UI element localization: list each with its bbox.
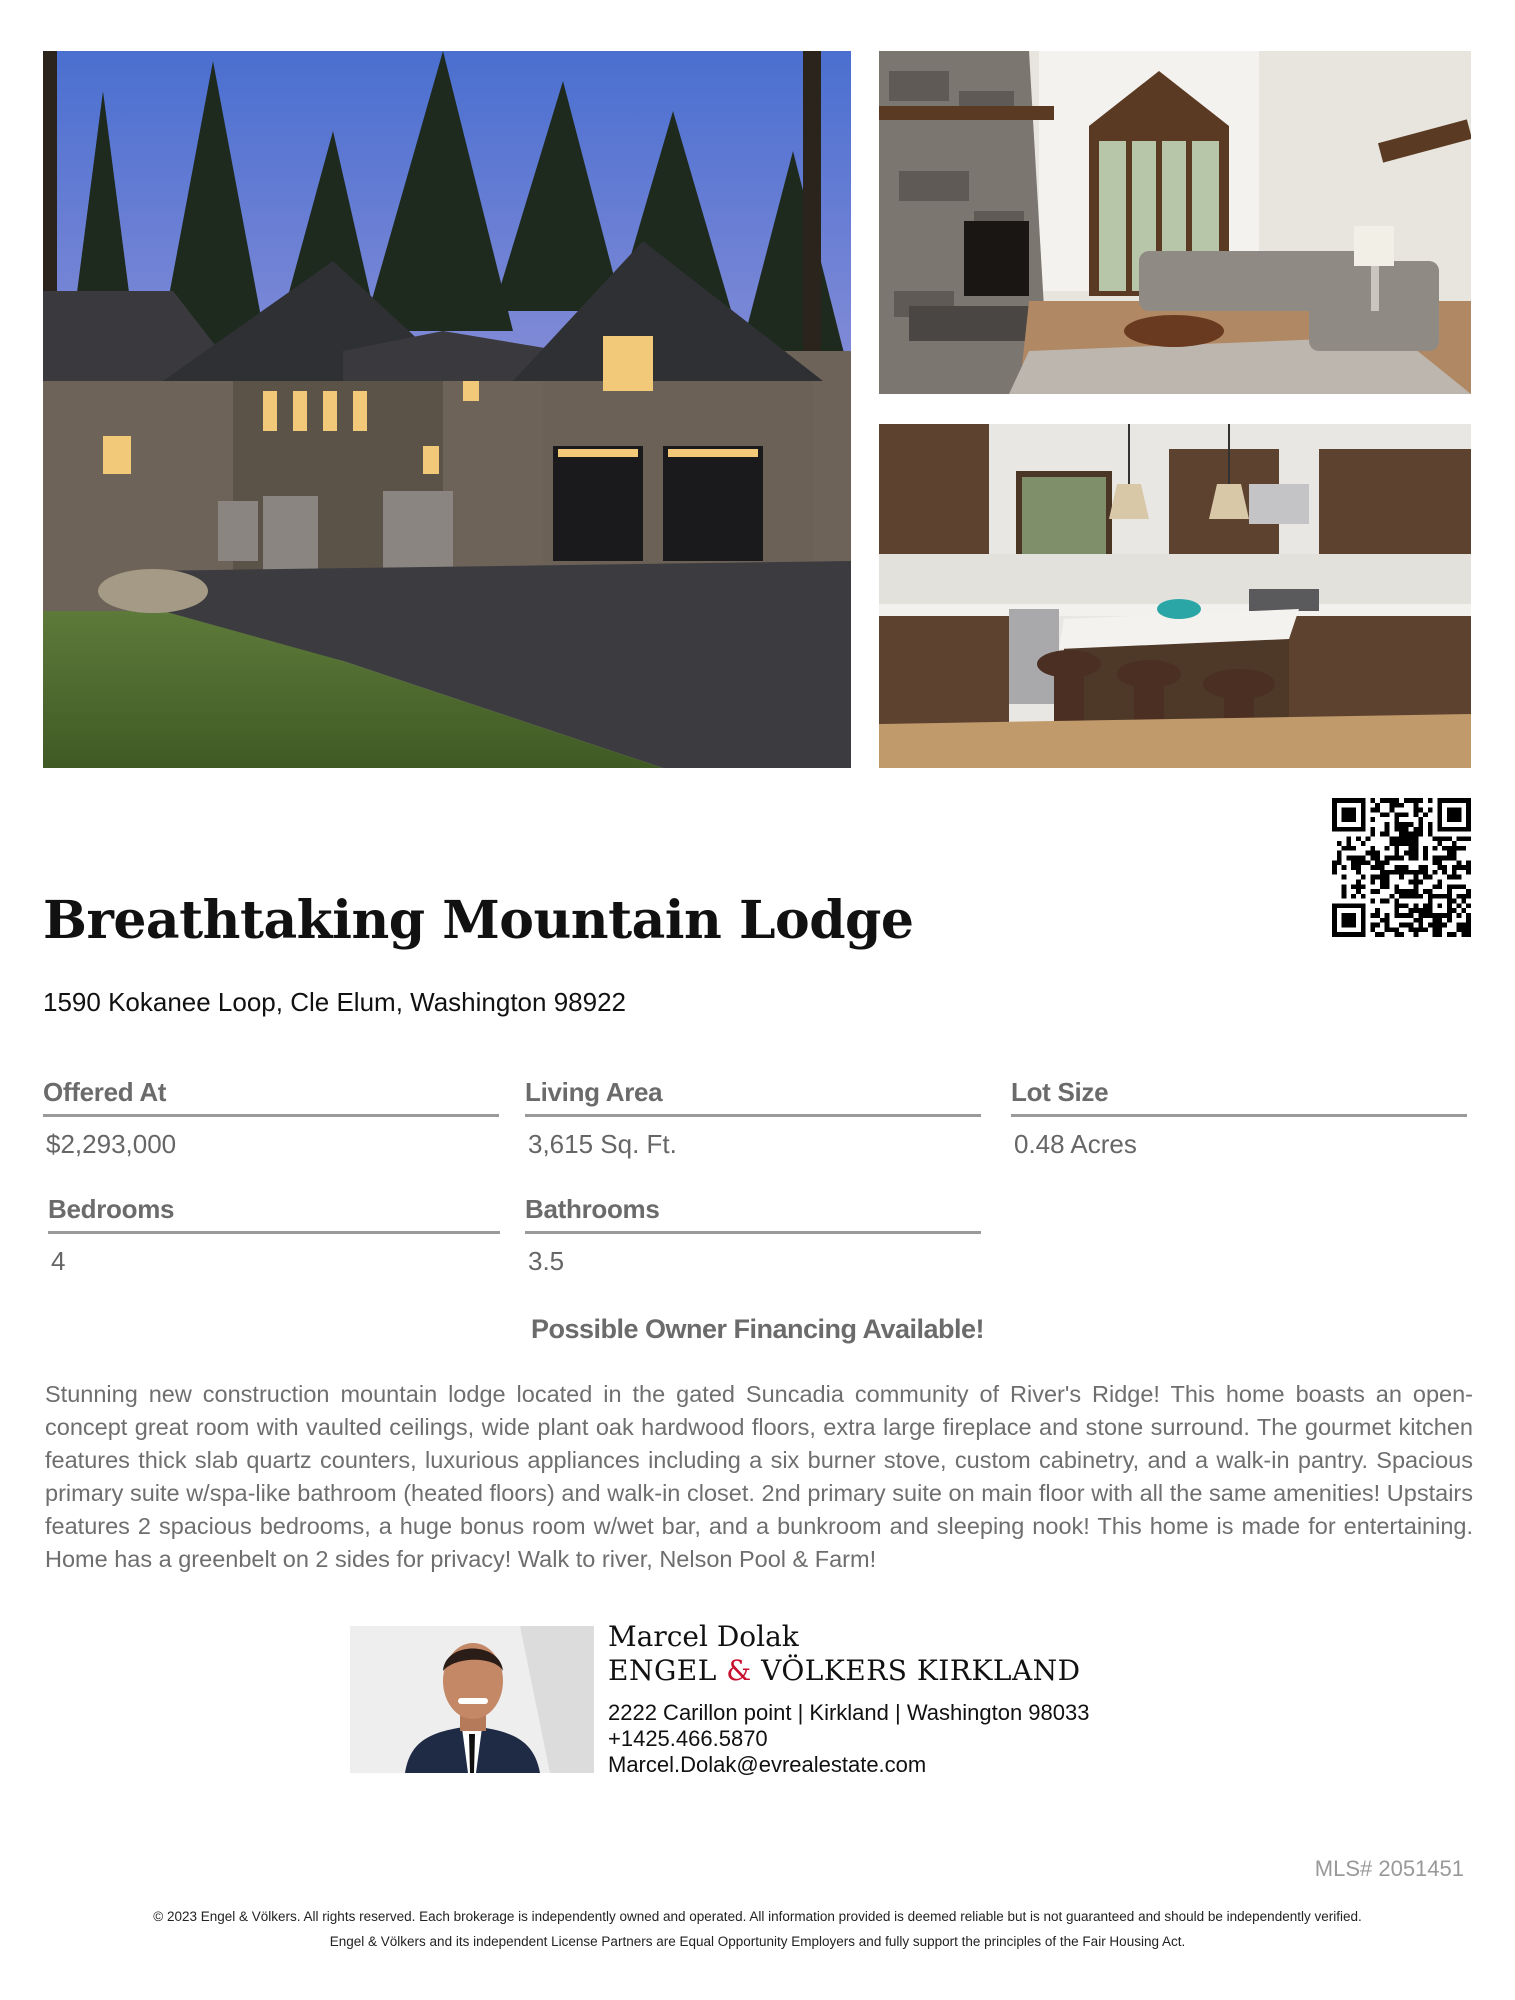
fact-divider bbox=[525, 1231, 981, 1234]
brokerage-name bbox=[608, 1654, 1081, 1687]
fact-divider bbox=[48, 1231, 500, 1234]
qr-code[interactable] bbox=[1332, 798, 1471, 937]
agent-phone[interactable]: +1425.466.5870 bbox=[608, 1726, 768, 1751]
kitchen-photo bbox=[879, 424, 1471, 768]
fact-value: 3,615 Sq. Ft. bbox=[528, 1129, 677, 1159]
living-room-photo bbox=[879, 51, 1471, 394]
fair-housing-notice: Engel & Völkers and its independent License Partners are Equal Opportunity Employers and fully support the principles of the Fair Housing Act. bbox=[329, 1934, 1186, 1949]
brokerage-name-part: VÖLKERS KIRKLAND bbox=[751, 1654, 1081, 1687]
fact-label: Lot Size bbox=[1011, 1077, 1109, 1107]
brokerage-name-part: ENGEL bbox=[608, 1654, 727, 1687]
house-exterior-photo bbox=[43, 51, 851, 768]
agent-email[interactable]: Marcel.Dolak@evrealestate.com bbox=[608, 1752, 927, 1777]
agent-name: Marcel Dolak bbox=[608, 1620, 799, 1653]
listing-address: 1590 Kokanee Loop, Cle Elum, Washington 98922 bbox=[43, 987, 626, 1017]
fact-lot-size bbox=[1011, 1074, 1467, 1160]
mls-number: MLS# 2051451 bbox=[1314, 1856, 1464, 1881]
fact-value: $2,293,000 bbox=[46, 1129, 177, 1159]
agent-office-address: 2222 Carillon point | Kirkland | Washington 98033 bbox=[608, 1700, 1090, 1725]
fact-value: 0.48 Acres bbox=[1014, 1129, 1137, 1159]
agent-portrait bbox=[350, 1626, 594, 1773]
fact-divider bbox=[1011, 1114, 1467, 1117]
fact-label: Bedrooms bbox=[48, 1194, 175, 1224]
fact-label: Bathrooms bbox=[525, 1194, 660, 1224]
listing-description: Stunning new construction mountain lodge located in the gated Suncadia community of River's Ridge! This home boasts an open-concept great room with vaulted ceilings, wide plant oak hardwood floors, extra large fireplace and stone surround. The gourmet kitchen features thick slab quartz counters, luxurious appliances including a six burner stove, custom cabinetry, and a walk-in pantry. Spacious primary suite w/spa-like bathroom (heated floors) and walk-in closet. 2nd primary suite on main floor with all the same amenities! Upstairs features 2 spacious bedrooms, a huge bonus room w/wet bar, and a bunkroom and sleeping nook! This home is made for entertaining. Home has a greenbelt on 2 sides for privacy! Walk to river, Nelson Pool & Farm! bbox=[45, 1381, 1473, 1572]
fact-value: 3.5 bbox=[528, 1246, 565, 1276]
fact-value: 4 bbox=[51, 1246, 66, 1276]
fact-living-area bbox=[525, 1074, 981, 1160]
fact-bathrooms bbox=[525, 1191, 981, 1277]
fact-divider bbox=[525, 1114, 981, 1117]
brokerage-ampersand: & bbox=[726, 1654, 752, 1687]
fact-label: Offered At bbox=[43, 1077, 167, 1107]
fact-label: Living Area bbox=[525, 1077, 663, 1107]
fact-bedrooms bbox=[48, 1191, 500, 1277]
fact-offered-at bbox=[43, 1074, 499, 1160]
listing-title: Breathtaking Mountain Lodge bbox=[43, 890, 914, 951]
legal-disclaimer: © 2023 Engel & Völkers. All rights reserved. Each brokerage is independently owned and operated. All information provided is deemed reliable but is not guaranteed and should be independently verified. bbox=[153, 1909, 1362, 1924]
fact-divider bbox=[43, 1114, 499, 1117]
financing-headline: Possible Owner Financing Available! bbox=[530, 1314, 985, 1344]
